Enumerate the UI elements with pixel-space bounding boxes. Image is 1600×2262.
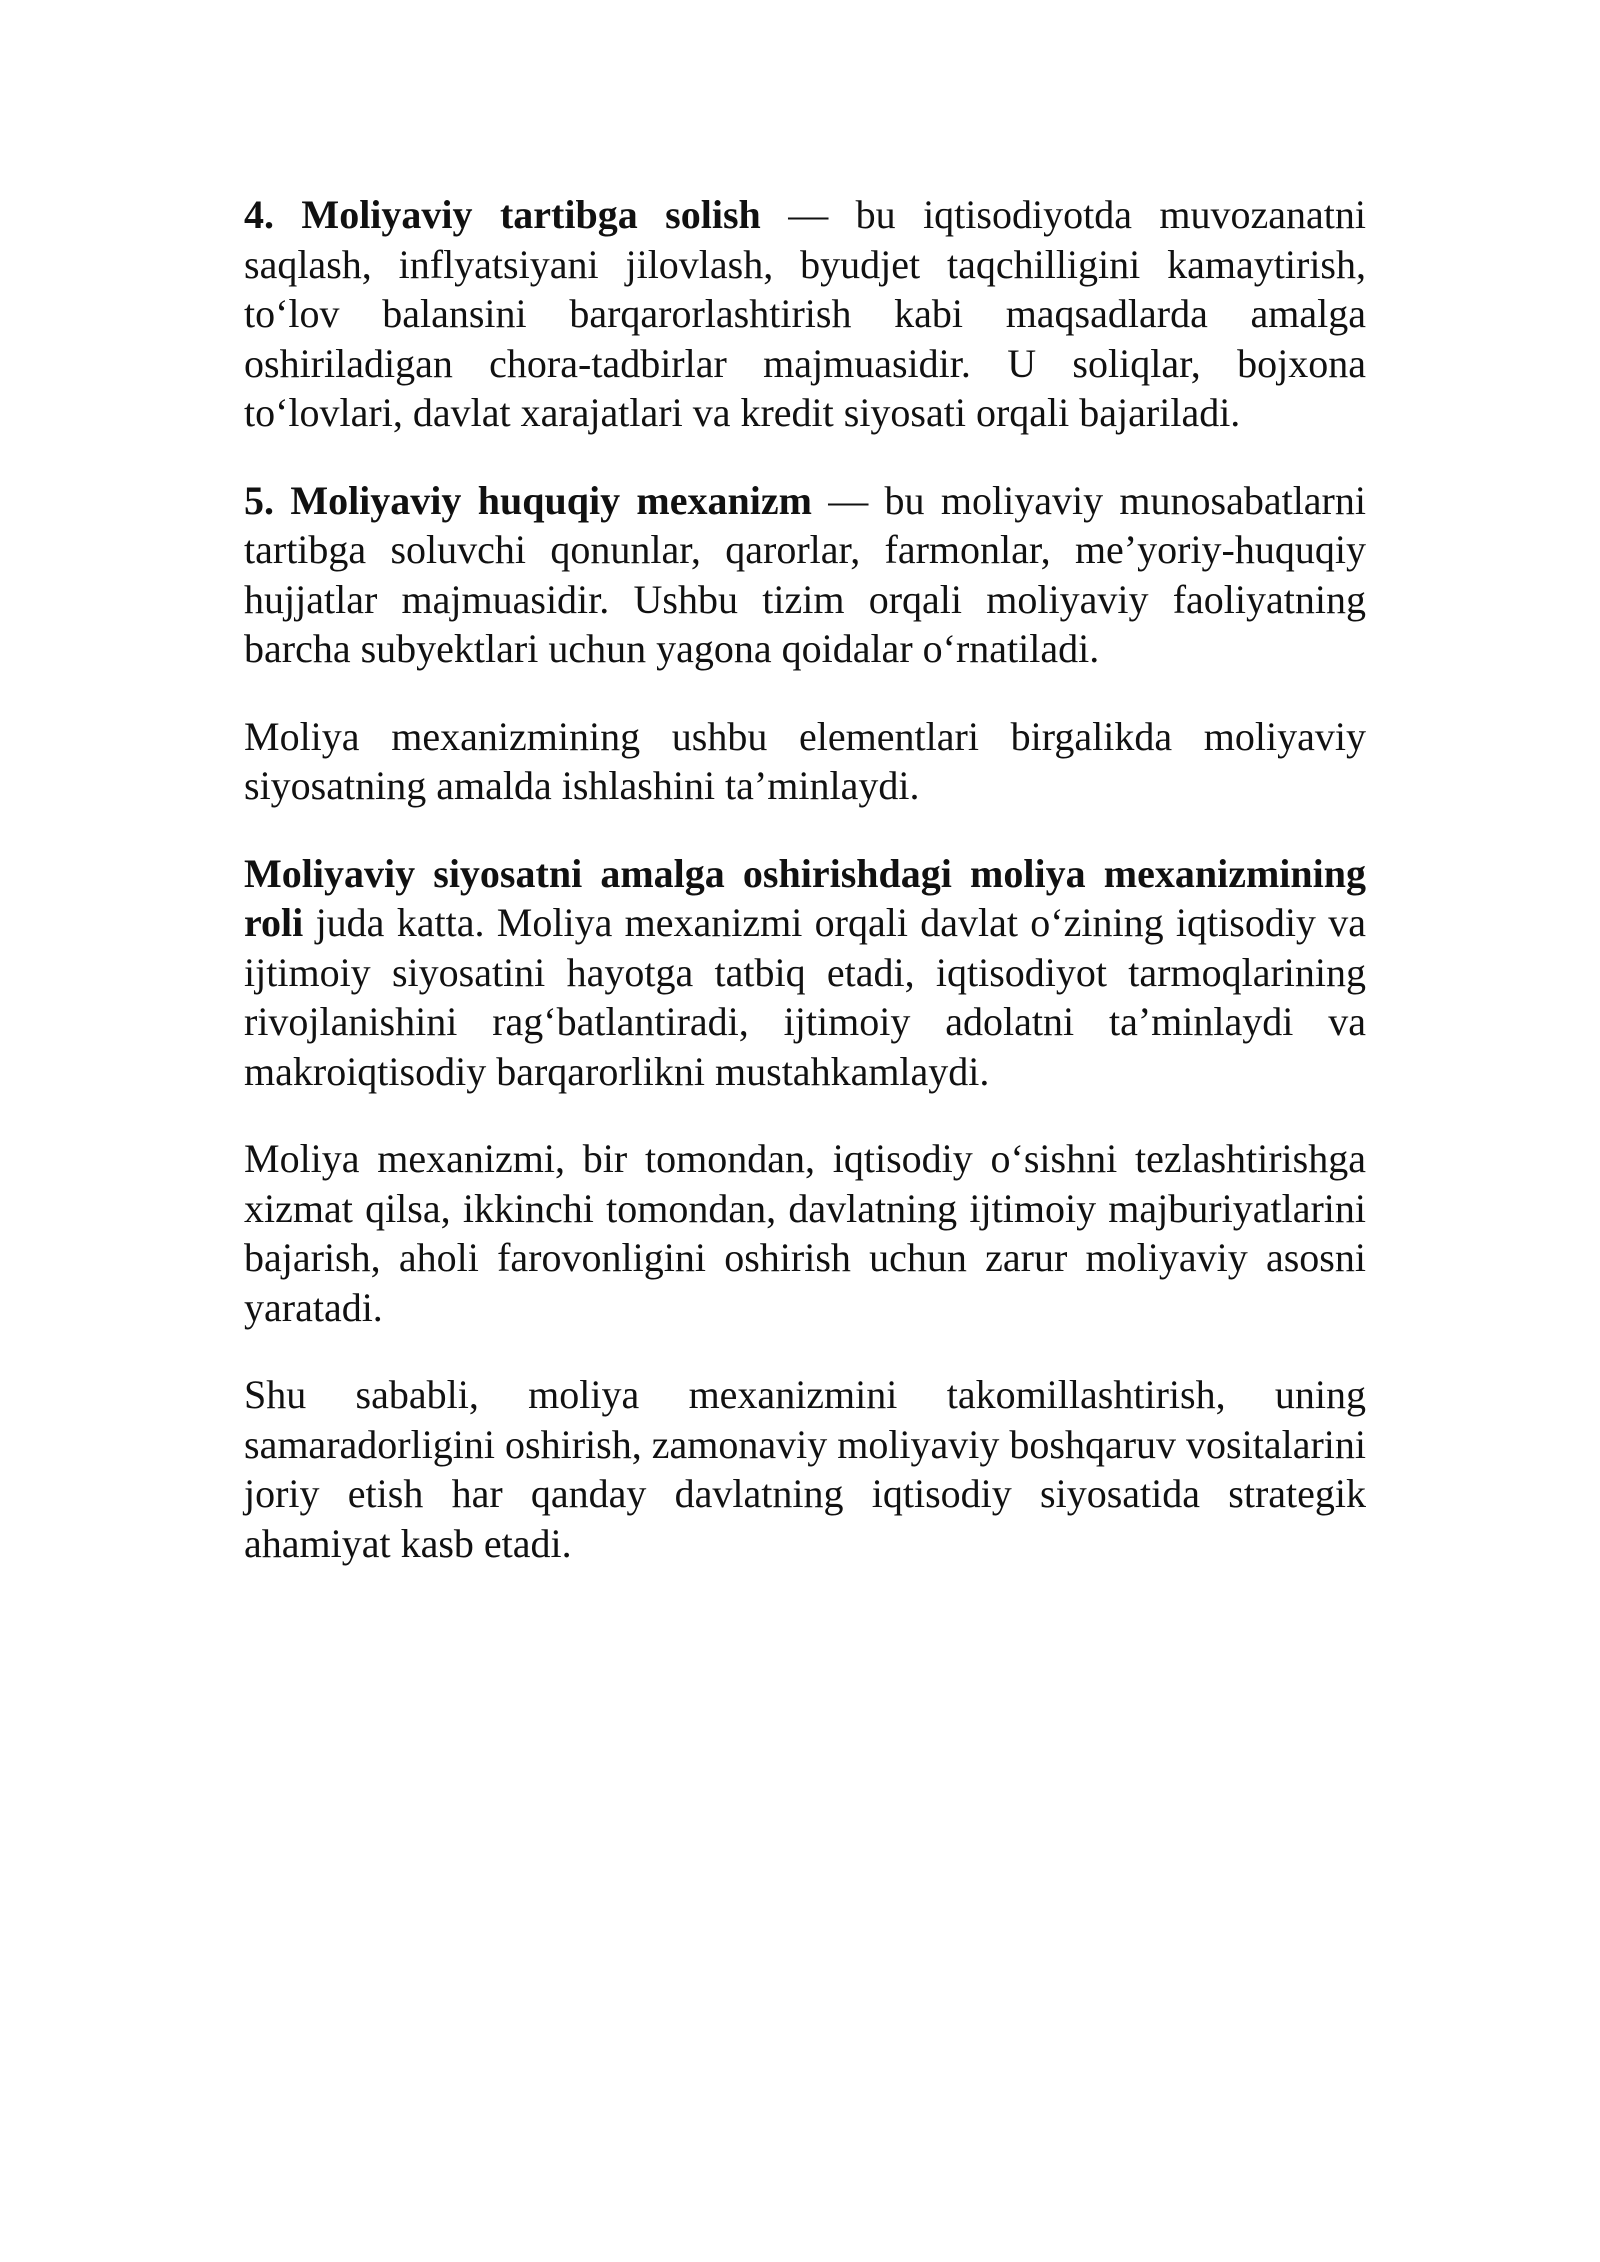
paragraph-elements-summary: [244, 712, 1366, 811]
mechanism-role-text: juda katta. Moliya mexanizmi orqali davlat o‘zining iqtisodiy va ijtimoiy siyosatini hayotga tatbiq etadi, iqtisodiyot tarmoqlarining rivojlanishini rag‘batlantiradi, ijtimoiy adolatni ta’minlaydi va makroiqtisodiy barqarorlikni mustahkamlaydi.: [244, 900, 1366, 1094]
term-legal-mechanism: 5. Moliyaviy huquqiy mexanizm: [244, 477, 812, 523]
definition-legal-mechanism: — bu moliyaviy munosabatlarni tartibga soluvchi qonunlar, qarorlar, farmonlar, me’yoriy-huquqiy hujjatlar majmuasidir. Ushbu tizim orqali moliyaviy faoliyatning barcha subyektlari uchun yagona qoidalar o‘rnatiladi.: [244, 477, 1366, 671]
term-mechanism-role: Moliyaviy siyosatni amalga oshirishdagi moliya mexanizmining roli: [244, 850, 1366, 945]
term-financial-regulation: 4. Moliyaviy tartibga solish: [244, 192, 761, 237]
definition-financial-regulation: — bu iqtisodiyotda muvozanatni saqlash, inflyatsiyani jilovlash, byudjet taqchilligini kamaytirish, to‘lov balansini barqarorlashtirish kabi maqsadlarda amalga oshiriladigan chora-tadbirlar majmuasidir. U soliqlar, bojxona to‘lovlari, davlat xarajatlari va kredit siyosati orqali bajariladi.: [244, 192, 1366, 435]
conclusion-text: Shu sababli, moliya mexanizmini takomillashtirish, uning samaradorligini oshirish, zamonaviy moliyaviy boshqaruv vositalarini joriy etish har qanday davlatning iqtisodiy siyosatida strategik ahamiyat kasb etadi.: [244, 1372, 1367, 1566]
paragraph-legal-mechanism: [244, 476, 1366, 674]
growth-and-welfare-text: Moliya mexanizmi, bir tomondan, iqtisodiy o‘sishni tezlashtirishga xizmat qilsa, ikkinchi tomondan, davlatning ijtimoiy majburiyatlarini bajarish, aholi farovonligini oshirish uchun zarur moliyaviy asosni yaratadi.: [244, 1136, 1366, 1330]
paragraph-financial-regulation: [244, 190, 1366, 438]
document-page: [244, 190, 1366, 1606]
elements-summary-text: Moliya mexanizmining ushbu elementlari birgalikda moliyaviy siyosatning amalda ishlashini ta’minlaydi.: [244, 713, 1366, 808]
paragraph-conclusion: [244, 1370, 1366, 1568]
paragraph-growth-and-welfare: [244, 1134, 1366, 1332]
paragraph-mechanism-role: [244, 849, 1366, 1097]
